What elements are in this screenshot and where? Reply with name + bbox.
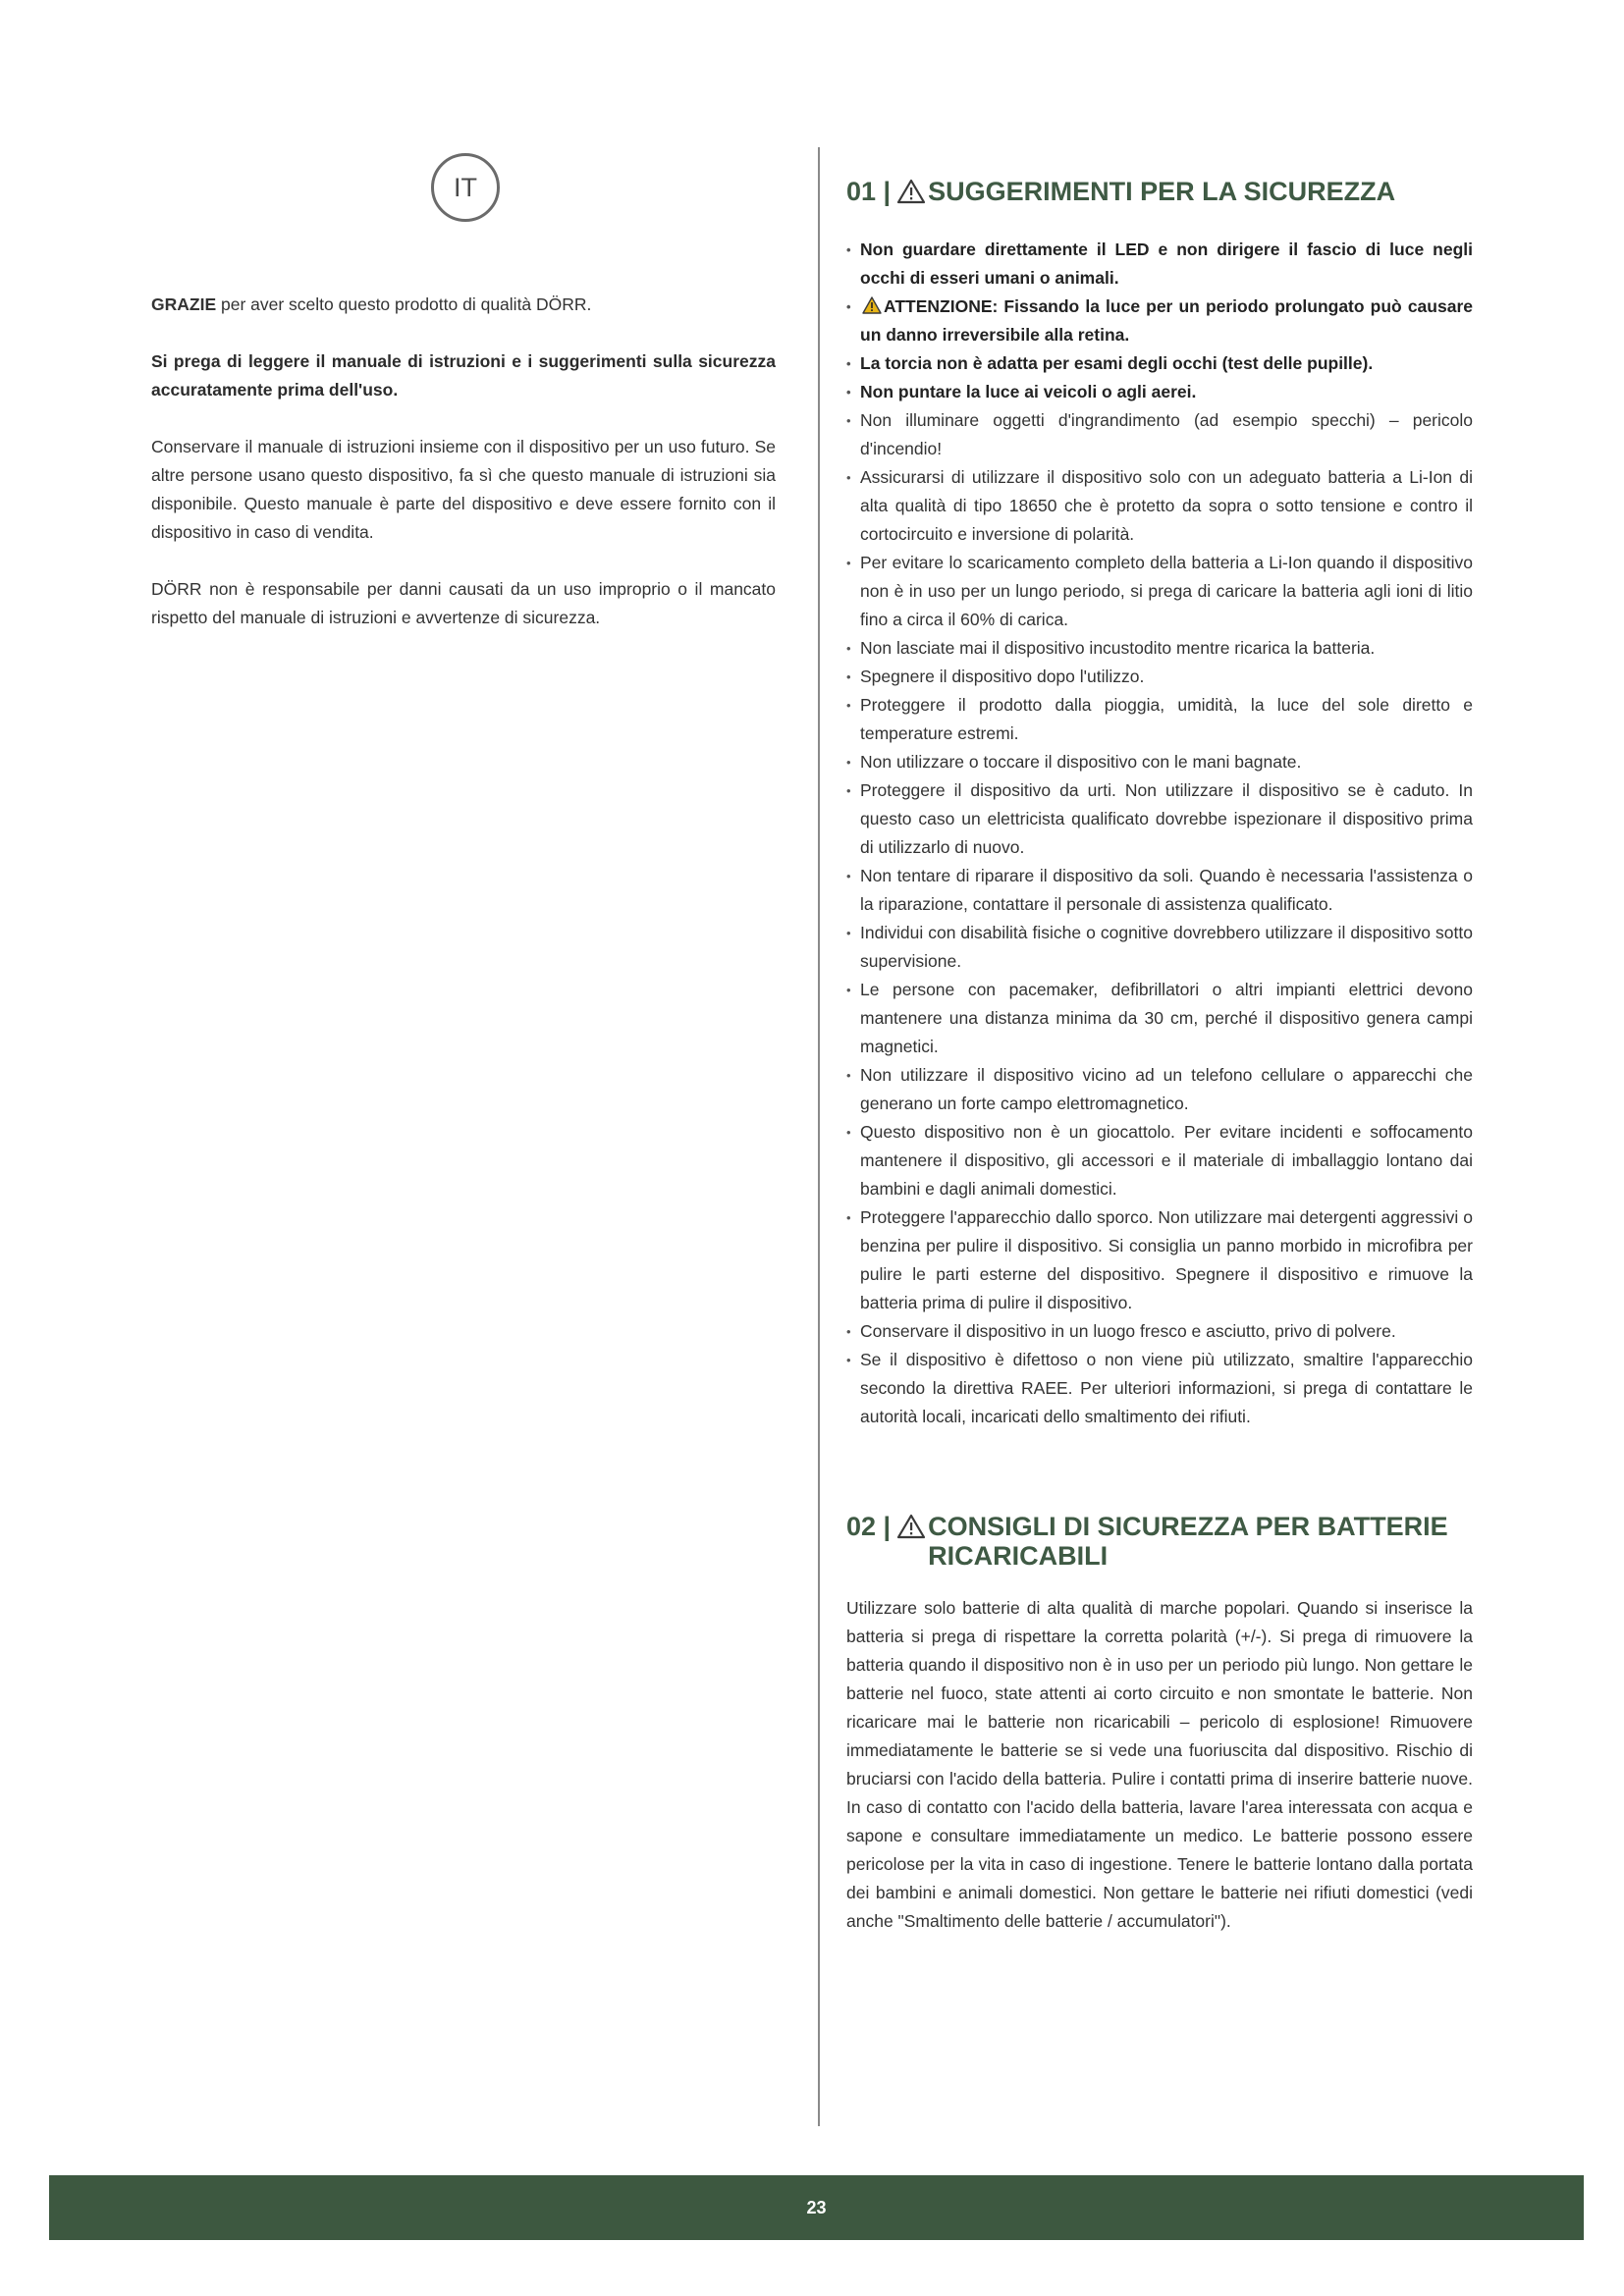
list-item-text: Non utilizzare il dispositivo vicino ad un telefono cellulare o apparecchi che generano un forte campo elettromagnetico.: [860, 1065, 1473, 1113]
list-item: [846, 919, 1473, 976]
intro-thanks-rest: per aver scelto questo prodotto di qualità DÖRR.: [216, 294, 592, 314]
section2-title-line1: CONSIGLI DI SICUREZZA PER BATTERIE: [928, 1512, 1448, 1541]
list-item: [846, 236, 1473, 293]
list-item: [846, 1061, 1473, 1118]
section1-number: 01 |: [846, 177, 892, 206]
list-item-text: Non tentare di riparare il dispositivo da soli. Quando è necessaria l'assistenza o la riparazione, contattare il personale di assistenza qualificato.: [860, 866, 1473, 914]
list-item: [846, 1118, 1473, 1203]
list-item: [846, 1203, 1473, 1317]
list-item-text: Per evitare lo scaricamento completo della batteria a Li-Ion quando il dispositivo non è in uso per un lungo periodo, si prega di caricare la batteria agli ioni di litio fino a circa il 60% di carica.: [860, 553, 1473, 629]
list-item: [846, 748, 1473, 776]
warning-triangle-icon: [896, 1514, 926, 1539]
intro-thanks-bold: GRAZIE: [151, 294, 217, 314]
list-item: [846, 976, 1473, 1061]
list-item-text: Le persone con pacemaker, defibrillatori o altri impianti elettrici devono mantenere una distanza minima da 30 cm, perché il dispositivo genera campi magnetici.: [860, 980, 1473, 1056]
list-item-text: Se il dispositivo è difettoso o non viene più utilizzato, smaltire l'apparecchio secondo la direttiva RAEE. Per ulteriori informazioni, si prega di contattare le autorità locali, incaricati dello smaltimento dei rifiuti.: [860, 1350, 1473, 1426]
section2-number: 02 |: [846, 1512, 892, 1541]
page-number: 23: [806, 2197, 827, 2217]
section2-title-line2: RICARICABILI: [928, 1541, 1109, 1571]
list-item-text: Questo dispositivo non è un giocattolo. Per evitare incidenti e soffocamento mantenere il dispositivo, gli accessori e il materiale di imballaggio lontano dai bambini e dagli animali domestici.: [860, 1122, 1473, 1199]
section2-title: [928, 1512, 1448, 1571]
list-item: [846, 378, 1473, 406]
intro-keep-manual: Conservare il manuale di istruzioni insieme con il dispositivo per un uso futuro. Se altre persone usano questo dispositivo, fa sì che questo manuale di istruzioni sia disponibile. Questo manuale è parte del dispositivo e deve essere fornito con il dispositivo in caso di vendita.: [151, 437, 776, 542]
warning-triangle-icon: [862, 296, 882, 314]
list-item-text: Proteggere il prodotto dalla pioggia, umidità, la luce del sole diretto e temperature estremi.: [860, 695, 1473, 743]
section1-heading: [846, 177, 1473, 206]
list-item-text: ATTENZIONE: Fissando la luce per un periodo prolungato può causare un danno irreversibile alla retina.: [860, 296, 1473, 345]
list-item-text: Assicurarsi di utilizzare il dispositivo solo con un adeguato batteria a Li-Ion di alta qualità di tipo 18650 che è protetto da sopra o sotto tensione e contro il cortocircuito e inversione di polarità.: [860, 467, 1473, 544]
list-item: [846, 349, 1473, 378]
intro-thanks: [151, 291, 776, 319]
list-item-text: Non lasciate mai il dispositivo incustodito mentre ricarica la batteria.: [860, 638, 1376, 658]
section2-heading: [846, 1512, 1473, 1571]
list-item: [846, 406, 1473, 463]
list-item: [846, 1317, 1473, 1346]
list-item: [846, 549, 1473, 634]
list-item: [846, 776, 1473, 862]
intro-read-manual: Si prega di leggere il manuale di istruzioni e i suggerimenti sulla sicurezza accuratamente prima dell'uso.: [151, 351, 776, 400]
safety-list: [846, 236, 1473, 1431]
footer-bar: [49, 2175, 1584, 2240]
intro-liability: DÖRR non è responsabile per danni causati da un uso improprio o il mancato rispetto del manuale di istruzioni e avvertenze di sicurezza.: [151, 579, 776, 627]
list-item-text: Individui con disabilità fisiche o cognitive dovrebbero utilizzare il dispositivo sotto supervisione.: [860, 923, 1473, 971]
list-item-text: Non illuminare oggetti d'ingrandimento (ad esempio specchi) – pericolo d'incendio!: [860, 410, 1473, 458]
warning-triangle-icon: [896, 179, 926, 204]
list-item-text: Non utilizzare o toccare il dispositivo con le mani bagnate.: [860, 752, 1302, 772]
list-item-text: Proteggere il dispositivo da urti. Non utilizzare il dispositivo se è caduto. In questo caso un elettricista qualificato dovrebbe ispezionare il dispositivo prima di utilizzarlo di nuovo.: [860, 780, 1473, 857]
list-item: [846, 634, 1473, 663]
intro-column: [151, 291, 776, 661]
language-badge: [431, 153, 500, 222]
language-code: IT: [454, 172, 477, 202]
list-item-text: Proteggere l'apparecchio dallo sporco. Non utilizzare mai detergenti aggressivi o benzina per pulire il dispositivo. Si consiglia un panno morbido in microfibra per pulire le parti esterne del dispositivo. Spegnere il dispositivo e rimuove la batteria prima di pulire il dispositivo.: [860, 1207, 1473, 1312]
list-item-text: Conservare il dispositivo in un luogo fresco e asciutto, privo di polvere.: [860, 1321, 1396, 1341]
column-divider: [818, 147, 820, 2126]
section1-title: SUGGERIMENTI PER LA SICUREZZA: [928, 177, 1396, 206]
list-item: [846, 463, 1473, 549]
section2-body: Utilizzare solo batterie di alta qualità di marche popolari. Quando si inserisce la batteria si prega di rispettare la corretta polarità (+/-). Si prega di rimuovere la batteria quando il dispositivo non è in uso per un periodo più lungo. Non gettare le batterie nel fuoco, state attenti ai corto circuito e non smontate le batterie. Non ricaricare mai le batterie non ricaricabili – pericolo di esplosione! Rimuovere immediatamente le batterie se si vede una fuoriuscita dal dispositivo. Rischio di bruciarsi con l'acido della batteria. Pulire i contatti prima di inserire batterie nuove. In caso di contatto con l'acido della batteria, lavare l'area interessata con acqua e sapone e consultare immediatamente un medico. Le batterie possono essere pericolose per la vita in caso di ingestione. Tenere le batterie lontano dalla portata dei bambini e animali domestici. Non gettare le batterie nei rifiuti domestici (vedi anche "Smaltimento delle batterie / accumulatori").: [846, 1598, 1473, 1931]
list-item-text: Non puntare la luce ai veicoli o agli aerei.: [860, 382, 1197, 401]
list-item: [846, 691, 1473, 748]
list-item: [846, 663, 1473, 691]
list-item: [846, 293, 1473, 349]
list-item-text: Spegnere il dispositivo dopo l'utilizzo.: [860, 667, 1145, 686]
list-item-text: La torcia non è adatta per esami degli occhi (test delle pupille).: [860, 353, 1374, 373]
list-item-text: Non guardare direttamente il LED e non dirigere il fascio di luce negli occhi di esseri umani o animali.: [860, 240, 1473, 288]
list-item: [846, 862, 1473, 919]
list-item: [846, 1346, 1473, 1431]
